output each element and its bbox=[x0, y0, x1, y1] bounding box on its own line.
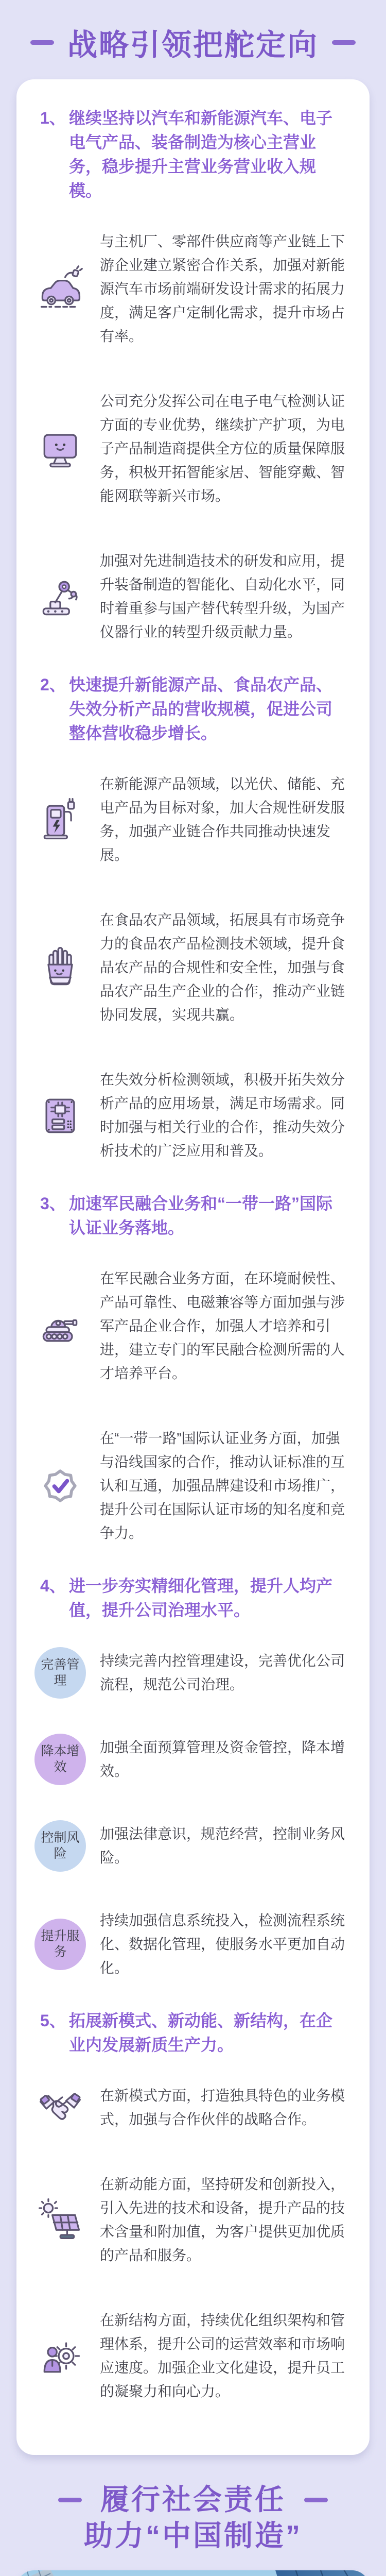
section-2-number: 2、 bbox=[40, 675, 66, 694]
item-text: 在新能源产品领域，以光伏、储能、充电产品为目标对象，加大合规性研发服务，加强产业链合作共同推动快速发展。 bbox=[100, 776, 345, 863]
section-3-title: 3、 加速军民融合业务和“一带一路”国际认证业务落地。 bbox=[30, 1192, 356, 1240]
section-3-number: 3、 bbox=[40, 1194, 66, 1213]
section-1-number: 1、 bbox=[40, 109, 66, 127]
social-header bbox=[0, 2482, 386, 2554]
header-dash-left bbox=[58, 2498, 82, 2502]
section-4-number: 4、 bbox=[40, 1577, 66, 1595]
section-5-number: 5、 bbox=[40, 2011, 66, 2030]
circuit-board-icon bbox=[30, 1091, 91, 1140]
french-fries-icon bbox=[30, 943, 91, 992]
header-dash-right bbox=[304, 2498, 328, 2502]
list-item bbox=[30, 894, 356, 1041]
item-text: 在食品农产品领域，拓展具有市场竞争力的食品农产品检测技术领域，提升食品农产品的合规性和安全性，加强与食品农产品生产企业的合作，推动产业链协同发展，实现共赢。 bbox=[100, 912, 345, 1023]
item-text: 加强全面预算管理及资金管控，降本增效。 bbox=[100, 1739, 345, 1779]
solar-panel-icon bbox=[30, 2195, 91, 2245]
person-gear-icon bbox=[30, 2331, 91, 2381]
section-1-title: 1、 继续坚持以汽车和新能源汽车、电子电气产品、装备制造为核心主营业务，稳步提升主营业务营业收入规模。 bbox=[30, 106, 356, 203]
item-text: 持续加强信息系统投入，检测流程系统化、数据化管理，使服务水平更加自动化。 bbox=[100, 1912, 345, 1976]
item-text: 持续完善内控管理建设，完善优化公司流程，规范公司治理。 bbox=[100, 1653, 345, 1692]
list-item bbox=[30, 1635, 356, 1711]
page-title: 战略引领把舵定向 bbox=[67, 28, 319, 62]
social-card bbox=[16, 2570, 370, 2576]
electric-car-icon bbox=[30, 264, 91, 314]
robot-arm-icon bbox=[30, 572, 91, 621]
charging-station-icon bbox=[30, 795, 91, 844]
item-text: 加强对先进制造技术的研发和应用，提升装备制造的智能化、自动化水平，同时着重参与国产替代转型升级，为国产仪器行业的转型升级贡献力量。 bbox=[100, 553, 345, 640]
social-title-line1: 履行社会责任 bbox=[100, 2483, 286, 2516]
item-text: 在军民融合业务方面，在环境耐候性、产品可靠性、电磁兼容等方面加强与涉军产品企业合作，加强人才培养和引进，建立专门的军民融合检测所需的人才培养平台。 bbox=[100, 1270, 345, 1381]
list-item bbox=[30, 1894, 356, 1994]
section-4-title: 4、 进一步夯实精细化管理，提升人均产值，提升公司治理水平。 bbox=[30, 1574, 356, 1622]
list-item bbox=[30, 535, 356, 658]
item-text: 在新结构方面，持续优化组织架构和管理体系，提升公司的运营效率和市场响应速度。加强企业文化建设，提升员工的凝聚力和向心力。 bbox=[100, 2312, 345, 2399]
list-item bbox=[30, 1054, 356, 1177]
item-text: 在失效分析检测领域，积极开拓失效分析产品的应用场景，满足市场需求。同时加强与相关行业的合作，推动失效分析技术的广泛应用和普及。 bbox=[100, 1072, 345, 1159]
item-text: 在新动能方面，坚持研发和创新投入，引入先进的技术和设备，提升产品的技术含量和附加值，为客户提供更加优质的产品和服务。 bbox=[100, 2176, 345, 2263]
list-item bbox=[30, 2294, 356, 2418]
skyline-photo bbox=[16, 2570, 370, 2576]
badge-improve-management: 完善管理 bbox=[30, 1647, 91, 1699]
section-5-title: 5、 拓展新模式、新动能、新结构，在企业内发展新质生产力。 bbox=[30, 2009, 356, 2057]
item-text: 公司充分发挥公司在电子电气检测认证方面的专业优势，继续扩产扩项，为电子产品制造商提供全方位的质量保障服务，积极开拓智能家居、智能穿戴、智能网联等新兴市场。 bbox=[100, 393, 345, 504]
badge-risk-control: 控制风险 bbox=[30, 1820, 91, 1872]
section-2-title: 2、 快速提升新能源产品、食品农产品、失效分析产品的营收规模，促进公司整体营收稳步增长。 bbox=[30, 673, 356, 745]
social-title-line2: 助力“中国制造” bbox=[84, 2519, 302, 2552]
header-dash-right bbox=[332, 40, 356, 45]
computer-monitor-icon bbox=[30, 424, 91, 473]
header-dash-left bbox=[30, 40, 54, 45]
list-item bbox=[30, 2158, 356, 2282]
list-item bbox=[30, 2070, 356, 2146]
badge-service-upgrade: 提升服务 bbox=[30, 1919, 91, 1970]
list-item bbox=[30, 375, 356, 522]
strategy-card bbox=[16, 79, 370, 2455]
list-item bbox=[30, 1252, 356, 1400]
main-header bbox=[0, 0, 386, 79]
list-item bbox=[30, 1412, 356, 1560]
list-item bbox=[30, 1808, 356, 1884]
list-item bbox=[30, 215, 356, 363]
list-item bbox=[30, 758, 356, 882]
item-text: 加强法律意识，规范经营，控制业务风险。 bbox=[100, 1826, 345, 1866]
badge-cost-reduction: 降本增效 bbox=[30, 1734, 91, 1785]
item-text: 在新模式方面，打造独具特色的业务模式，加强与合作伙伴的战略合作。 bbox=[100, 2088, 345, 2127]
item-text: 在“一带一路”国际认证业务方面，加强与沿线国家的合作，推动认证标准的互认和互通，加强品牌建设和市场推广，提升公司在国际认证市场的知名度和竞争力。 bbox=[100, 1430, 345, 1541]
certified-badge-icon bbox=[30, 1461, 91, 1511]
tank-icon bbox=[30, 1301, 91, 1351]
item-text: 与主机厂、零部件供应商等产业链上下游企业建立紧密合作关系，加强对新能源汽车市场前端研发设计需求的拓展力度，满足客户定制化需求，提升市场占有率。 bbox=[100, 233, 345, 344]
handshake-icon bbox=[30, 2083, 91, 2132]
list-item bbox=[30, 1721, 356, 1798]
